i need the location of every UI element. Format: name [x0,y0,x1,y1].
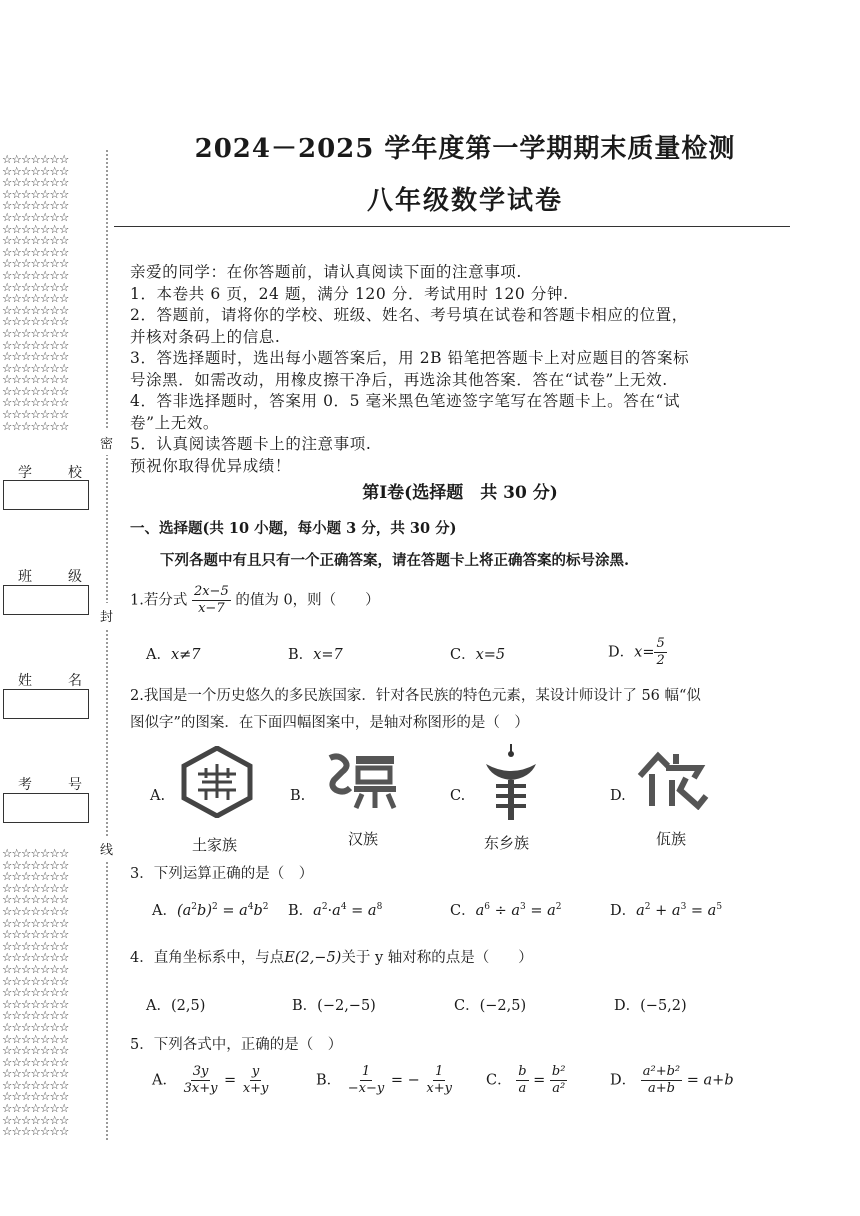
question-2-stem: 2.我国是一个历史悠久的多民族国家．针对各民族的特色元素，某设计师设计了 56 幅“似 图似字”的图案．在下面四幅图案中，是轴对称图形的是（ ） [130,688,701,731]
wa-pattern-icon [636,750,710,822]
q5-option-a: A． $\frac{3y}{3x+y}$ = $\frac{y}{x+y}$ [152,1064,269,1096]
q2-option-a-label: A. [150,788,166,804]
q1-option-d: D．x= $\frac{5}{2}$ [608,636,665,668]
name-label: 姓 名 [18,673,82,689]
q4-option-c: C．(−2,5) [454,998,527,1014]
q4-option-b: B．(−2,−5) [292,998,376,1014]
q4-option-d: D．(−5,2) [614,998,687,1014]
q4-option-a: A．(2,5) [146,998,206,1014]
notice-block: 亲爱的同学：在你答题前，请认真阅读下面的注意事项. 1．本卷共 6 页，24 题，满分 120 分．考试用时 120 分钟. 2．答题前，请将你的学校、班级、姓名、考号填在试卷和答题卡相应的位置， 并核对条码上的信息. 3．答选择题时，选出每小题答案后，用 2B 铅笔把答题卡上对应题目的答案标 号涂黑．如需改动，用橡皮擦干净后，再选涂其他答案．答在“试卷”上无效. 4．答非选择题时，答案用 0．5 毫米黑色笔迹签字笔写在答题卡上。答在“试 卷”上无效。 5．认真阅读答题卡上的注意事项. 预祝你取得优异成绩！ [130,263,690,475]
q2-caption-b: 汉族 [348,830,379,848]
class-field[interactable] [3,585,89,615]
exam-number-label: 考 号 [18,777,82,793]
exam-subtitle: 八年级数学试卷 [366,186,563,216]
exam-title: 2024－2025 学年度第一学期期末质量检测 [194,134,736,164]
class-label: 班 级 [18,569,82,585]
q3-option-b: B．$a^2\cdot a^4 = a^8$ [288,902,383,919]
school-label: 学 校 [18,465,82,481]
part-heading: 一、选择题(共 10 小题，每小题 3 分，共 30 分) [130,520,457,537]
school-field[interactable] [3,480,89,510]
q5-option-d: D． $\frac{\text{a²+b²}}{a+b}$ = a+b [610,1064,734,1096]
seal-char-mi: 密 [100,430,113,455]
q1-fraction: $\frac{2x-5}{x-7}$ [193,584,229,616]
seal-dotted-line [106,150,108,1140]
q3-option-a: A．$(a^2b)^2 = a^4b^2$ [152,902,269,919]
seal-char-feng: 封 [100,603,113,628]
exam-number-field[interactable] [3,793,89,823]
q2-option-b-label: B. [290,788,306,804]
name-field[interactable] [3,689,89,719]
q2-option-c-label: C. [450,788,466,804]
question-4-stem: 4．直角坐标系中，与点E(2,−5)关于 y 轴对称的点是（ ） [130,950,533,966]
q1-option-a: A．x≠7 [146,647,201,663]
question-3-stem: 3．下列运算正确的是（ ） [130,866,314,882]
q3-option-d: D．$a^2 + a^3 = a^5$ [610,902,723,919]
question-5-stem: 5．下列各式中，正确的是（ ） [130,1037,343,1053]
tujia-pattern-icon [180,746,254,818]
title-divider [114,226,790,227]
question-1-stem: 1.若分式 $\frac{2x-5}{x-7}$ 的值为 0，则（ ） [130,584,380,616]
q2-caption-d: 佤族 [656,830,687,848]
q5-option-c: C． $\frac{b}{a}$ = $\frac{\text{b²}}{\text{a²}}$ [486,1064,566,1096]
han-pattern-icon [326,752,400,824]
q1-option-b: B．x=7 [288,647,343,663]
q1-option-c: C．x=5 [450,647,506,663]
q3-option-c: C．$a^6 \div a^3 = a^2$ [450,902,562,919]
q2-option-d-label: D. [610,788,626,804]
q2-caption-a: 土家族 [192,836,238,854]
star-border-bottom: ☆☆☆☆☆☆☆ ☆☆☆☆☆☆☆ ☆☆☆☆☆☆☆ ☆☆☆☆☆☆☆ ☆☆☆☆☆☆☆ ☆☆☆☆☆☆☆ ☆☆☆☆☆☆☆ ☆☆☆☆☆☆☆ ☆☆☆☆☆☆☆ ☆☆☆☆☆☆☆ ☆☆☆☆☆☆☆ ☆☆☆☆☆☆☆ ☆☆☆☆☆☆☆ ☆☆☆☆☆☆☆ ☆☆☆☆☆☆☆ ☆☆☆☆☆☆☆ ☆☆☆☆☆☆☆ ☆☆☆☆☆☆☆ ☆☆☆☆☆☆☆ ☆☆☆☆☆☆☆ ☆☆☆☆☆☆☆ ☆☆☆☆☆☆☆ ☆☆☆☆☆☆☆ ☆☆☆☆☆☆☆ ☆☆☆☆☆☆☆ [2,846,69,1139]
seal-char-xian: 线 [100,836,113,861]
star-border-top: ☆☆☆☆☆☆☆ ☆☆☆☆☆☆☆ ☆☆☆☆☆☆☆ ☆☆☆☆☆☆☆ ☆☆☆☆☆☆☆ ☆☆☆☆☆☆☆ ☆☆☆☆☆☆☆ ☆☆☆☆☆☆☆ ☆☆☆☆☆☆☆ ☆☆☆☆☆☆☆ ☆☆☆☆☆☆☆ ☆☆☆☆☆☆☆ ☆☆☆☆☆☆☆ ☆☆☆☆☆☆☆ ☆☆☆☆☆☆☆ ☆☆☆☆☆☆☆ ☆☆☆☆☆☆☆ ☆☆☆☆☆☆☆ ☆☆☆☆☆☆☆ ☆☆☆☆☆☆☆ ☆☆☆☆☆☆☆ ☆☆☆☆☆☆☆ ☆☆☆☆☆☆☆ ☆☆☆☆☆☆☆ [2,152,69,433]
instruction-text: 下列各题中有且只有一个正确答案，请在答题卡上将正确答案的标号涂黑. [160,552,630,569]
q5-option-b: B． $\frac{1}{-x-y}$ = − $\frac{1}{x+y}$ [316,1064,452,1096]
dongxiang-pattern-icon [474,742,548,814]
q2-caption-c: 东乡族 [484,834,530,852]
section-title: 第Ⅰ卷(选择题 共 30 分) [362,483,558,503]
